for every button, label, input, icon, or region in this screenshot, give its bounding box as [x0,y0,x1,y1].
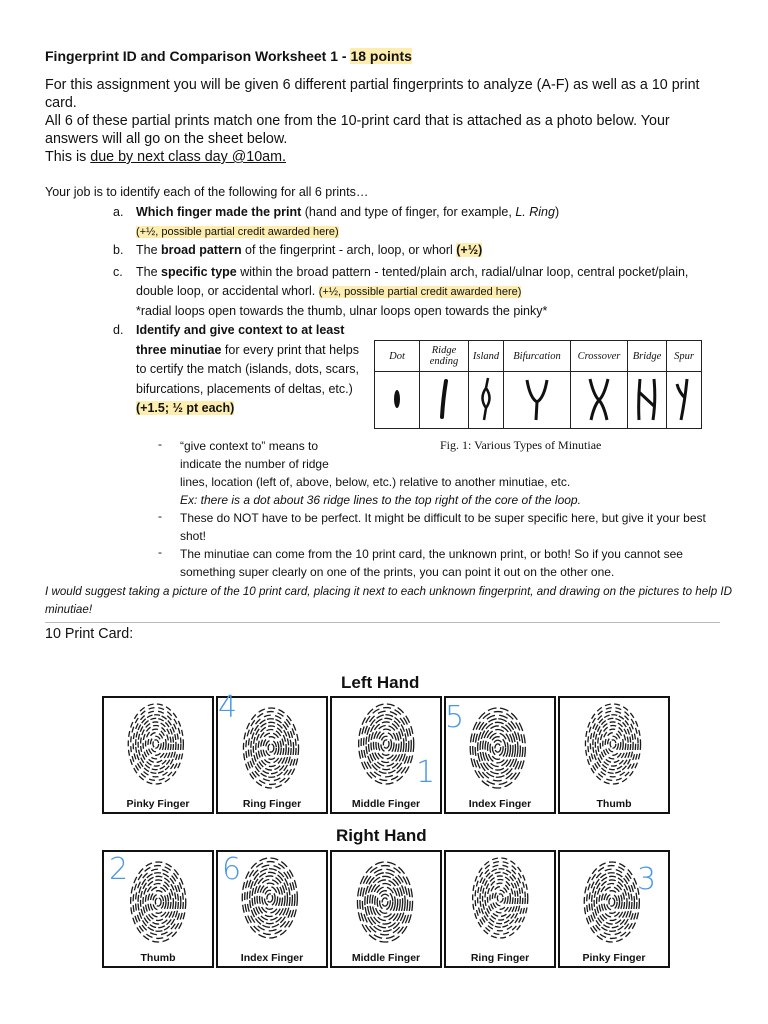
left-pinky-box: Pinky Finger [102,696,214,814]
minutiae-table [374,340,702,429]
ridge-ending-sketch [420,372,469,429]
right-thumb-box: Thumb [102,850,214,968]
sub-bullet-3: The minutiae can come from the 10 print card, the unknown print, or both! So if you cannot see something super clearly on one of the prints, you can point it out on the other one. [180,547,683,579]
bifurcation-sketch [504,372,571,429]
item-d-credit: (+1.5; ½ pt each) [136,401,235,415]
item-a-credit: (+½, possible partial credit awarded here) [136,226,339,238]
spur-sketch [667,372,702,429]
left-thumb-box: Thumb [558,696,670,814]
dot-sketch [375,372,420,429]
island-sketch [469,372,504,429]
right-ring-box: Ring Finger [444,850,556,968]
intro-p2: All 6 of these partial prints match one from the 10-print card that is attached as a photo below. Your answers will all go on the sheet below. [45,113,670,147]
right-hand-row [100,848,678,968]
handwritten-6: 6 [222,852,242,887]
bullet-dash: - [158,509,162,523]
fingerprint-image [580,702,646,790]
fingerprint-image [124,856,190,944]
divider [45,622,720,623]
bullet-dash: - [158,545,162,559]
due-date: due by next class day @10am. [90,149,286,165]
right-index-box: Index Finger [216,850,328,968]
left-ring-box: Ring Finger [216,696,328,814]
job-intro: Your job is to identify each of the following for all 6 prints… [45,185,369,199]
item-c: The specific type within the broad pattern - tented/plain arch, radial/ulnar loop, central pocket/plain, double loop, or accidental whorl. (+½, possible partial credit awarded here) *radial loops open towards the thumb, ulnar loops open towards the pinky* [136,265,689,318]
crossover-sketch [571,372,628,429]
minutiae-header-ridge-ending: Ridge ending [420,341,469,372]
minutiae-header-bridge: Bridge [628,341,667,372]
fingerprint-image [466,702,532,790]
fingerprint-image [124,702,190,790]
points-highlight: 18 points [350,48,412,64]
fingerprint-image [352,702,418,790]
fingerprint-image [352,856,418,944]
bullet-dash: - [158,437,162,451]
minutiae-caption: Fig. 1: Various Types of Minutiae [440,438,602,452]
minutiae-header-island: Island [469,341,504,372]
right-pinky-box: Pinky Finger [558,850,670,968]
left-hand-title: Left Hand [341,673,420,692]
fingerprint-image [466,856,532,944]
item-c-label: c. [113,265,123,279]
sub-bullet-1-tail: lines, location (left of, above, below, etc.) relative to another minutiae, etc. [180,475,571,489]
left-hand-row [100,694,678,814]
item-b-credit: (+½) [456,243,483,257]
minutiae-header-crossover: Crossover [571,341,628,372]
left-middle-box: Middle Finger [330,696,442,814]
minutiae-header-spur: Spur [667,341,702,372]
bridge-sketch [628,372,667,429]
sub-bullet-1-example: Ex: there is a dot about 36 ridge lines to the top right of the core of the loop. [180,493,581,507]
sub-bullet-1: “give context to” means to indicate the number of ridge [180,439,329,471]
right-middle-box: Middle Finger [330,850,442,968]
item-a: Which finger made the print (hand and type of finger, for example, L. Ring) (+½, possible partial credit awarded here) [136,205,560,238]
item-a-label: a. [113,205,124,219]
item-c-credit: (+½, possible partial credit awarded here) [318,286,522,298]
intro [45,76,725,166]
ten-print-card-label: 10 Print Card: [45,626,134,642]
minutiae-header-dot: Dot [375,341,420,372]
handwritten-5: 5 [445,700,465,735]
item-d: Identify and give context to at least three minutiae for every print that helps to certify the match (islands, dots, scars, bifurcations, placements of deltas, etc.) (+1.5; ½ pt each) [136,323,360,415]
handwritten-4: 4 [218,690,238,725]
minutiae-header-bifurcation: Bifurcation [504,341,571,372]
intro-p1: For this assignment you will be given 6 different partial fingerprints to analyze (A-F) as well as a 10 print card. [45,77,700,111]
sub-bullet-2: These do NOT have to be perfect. It might be difficult to be super specific here, but give it your best shot! [180,511,706,543]
fingerprint-image [238,856,304,944]
item-b: The broad pattern of the fingerprint - arch, loop, or whorl (+½) [136,243,483,257]
handwritten-3: 3 [637,862,657,897]
item-d-label: d. [113,323,124,337]
handwritten-2: 2 [109,852,129,887]
item-b-label: b. [113,243,124,257]
handwritten-1: 1 [416,755,436,790]
item-c-note: *radial loops open towards the thumb, ulnar loops open towards the pinky* [136,304,548,318]
left-index-box: Index Finger [444,696,556,814]
worksheet-title: Fingerprint ID and Comparison Worksheet 1 - 18 points [45,48,412,64]
suggestion: I would suggest taking a picture of the 10 print card, placing it next to each unknown fingerprint, and drawing on the pictures to help ID minutiae! [45,585,733,616]
intro-p3: This is due by next class day @10am. [45,149,286,165]
right-hand-title: Right Hand [336,826,427,845]
fingerprint-image [238,702,304,790]
